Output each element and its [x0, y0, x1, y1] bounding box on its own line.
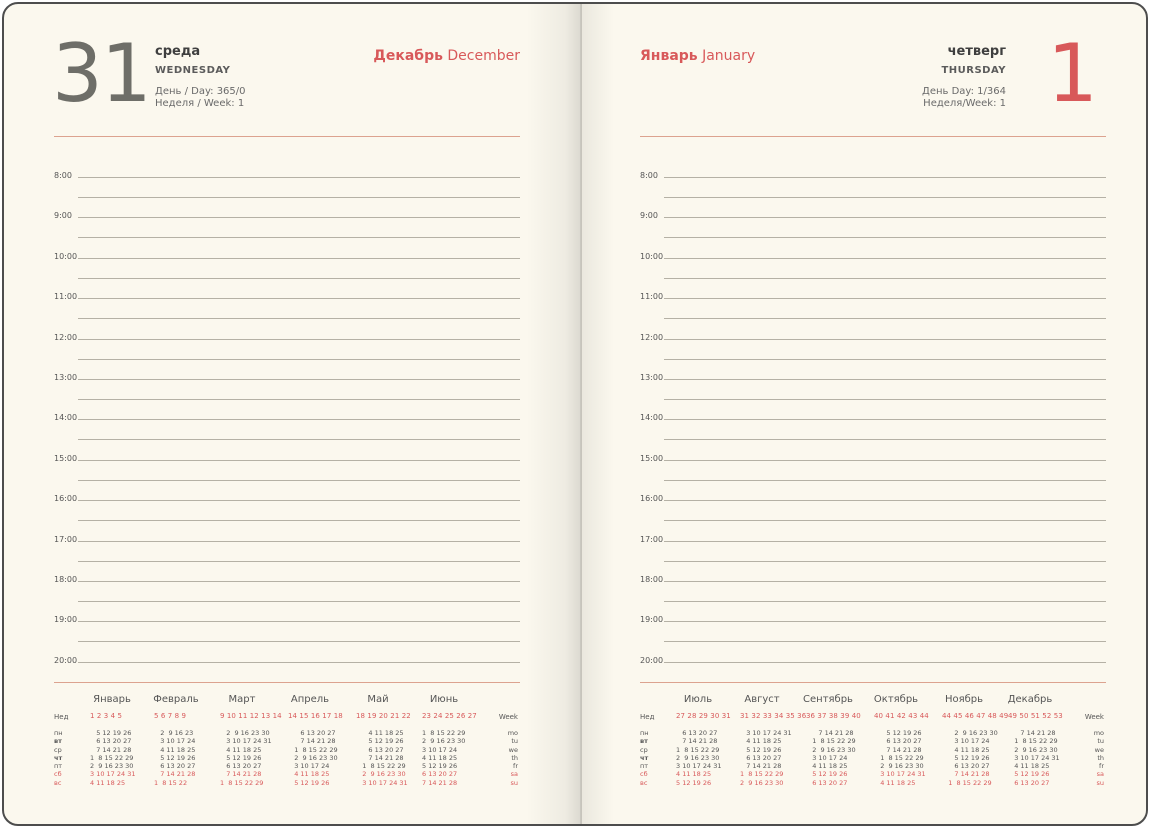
writing-line	[664, 339, 1106, 340]
day-row: 7 14 21 28	[1008, 729, 1056, 737]
date-number: 31	[52, 27, 150, 120]
hour-label: 9:00	[640, 211, 658, 221]
month-name: Октябрь	[873, 694, 919, 705]
day-row: 3 10 17 24	[942, 737, 990, 746]
hour-row[interactable]	[636, 238, 1106, 278]
day-row: 4 11 18 25	[288, 770, 330, 779]
day-row: 4 11 18 25	[740, 737, 782, 746]
weekday-abbrev: пт	[640, 762, 649, 771]
footer-rule	[640, 682, 1106, 683]
writing-line	[78, 419, 520, 420]
writing-line	[664, 581, 1106, 582]
weekday-abbrev: th	[511, 753, 518, 762]
month-ru: Январь	[640, 48, 698, 64]
day-row: 3 10 17 24 31	[220, 737, 272, 746]
weekday-abbrev: th	[1097, 753, 1104, 762]
month-name: Декабрь	[1007, 694, 1053, 705]
day-row: 4 11 18 25	[422, 753, 458, 762]
day-row: 1 8 15 22 29	[356, 762, 406, 771]
month-title	[640, 48, 755, 64]
writing-line	[78, 460, 520, 461]
month-name: Июнь	[429, 694, 459, 705]
week-numbers: 40 41 42 43 44	[874, 712, 929, 720]
hour-row[interactable]	[50, 521, 520, 561]
hour-label: 11:00	[54, 292, 78, 302]
month-days	[740, 729, 792, 787]
month-name: Август	[744, 694, 780, 705]
right-page	[636, 4, 1106, 824]
writing-line	[78, 581, 520, 582]
hour-row[interactable]	[636, 601, 1106, 641]
week-numbers: 5 6 7 8 9	[154, 712, 187, 720]
writing-line	[664, 460, 1106, 461]
hour-label: 17:00	[640, 534, 664, 544]
book-gutter-shadow-right	[580, 4, 614, 824]
hour-label: 17:00	[54, 534, 78, 544]
day-row: 2 9 16 23 30	[1008, 745, 1058, 754]
hour-row[interactable]	[50, 601, 520, 641]
week-label-ru: Нед	[54, 713, 69, 721]
hour-row[interactable]	[50, 359, 520, 399]
weekday-abbrev: sa	[1096, 770, 1104, 779]
day-row: 5 12 19 26	[154, 753, 196, 762]
writing-line	[78, 621, 520, 622]
week-label-ru: Нед	[640, 713, 655, 721]
month-name: Январь	[93, 694, 131, 705]
week-label-en: Week	[1084, 713, 1104, 721]
hour-row[interactable]	[50, 278, 520, 318]
weekday-abbrev: сб	[640, 770, 648, 779]
month-name: Май	[367, 694, 389, 705]
hour-label: 10:00	[54, 251, 78, 261]
day-row: 4 11 18 25	[1008, 762, 1050, 771]
day-row: 1 8 15 22 29	[676, 745, 720, 754]
day-row: 2 9 16 23 30	[740, 778, 784, 787]
writing-line	[78, 662, 520, 663]
hour-label: 14:00	[54, 413, 78, 423]
day-row: 4 11 18 25	[874, 778, 916, 787]
day-row: 7 14 21 28	[740, 762, 782, 771]
day-row: 5 12 19 26	[220, 753, 262, 762]
writing-line	[664, 298, 1106, 299]
weekday-abbrev: сб	[54, 770, 62, 779]
week-numbers: 18 19 20 21 22	[356, 712, 411, 720]
writing-line	[664, 621, 1106, 622]
month-en: January	[702, 48, 756, 64]
hour-label: 11:00	[640, 292, 664, 302]
day-row: 2 9 16 23	[154, 729, 194, 737]
footer-rule	[54, 682, 520, 683]
day-row: 6 13 20 27	[740, 753, 782, 762]
day-count: День / Day: 365/0	[155, 86, 246, 97]
weekday-abbrev: пн	[640, 729, 649, 737]
day-row: 6 13 20 27	[422, 770, 458, 779]
day-row: 3 10 17 24 31	[676, 762, 722, 771]
left-page	[50, 4, 520, 824]
hour-row[interactable]	[50, 157, 520, 197]
month-name: Апрель	[290, 694, 330, 705]
day-row: 3 10 17 24 31	[740, 729, 792, 737]
hour-row[interactable]	[50, 399, 520, 439]
writing-line	[664, 258, 1106, 259]
day-row: 7 14 21 28	[90, 745, 132, 754]
weekday-abbrev: вт	[640, 737, 648, 746]
day-row: 2 9 16 23 30	[288, 753, 338, 762]
week-numbers: 36 37 38 39 40	[806, 712, 861, 720]
day-row: 5 12 19 26	[942, 753, 990, 762]
week-count: Неделя / Week: 1	[155, 98, 245, 109]
weekday-abbrev: пн	[54, 729, 63, 737]
hour-label: 20:00	[640, 655, 664, 665]
month-name: Сентябрь	[803, 694, 853, 705]
hour-row[interactable]	[636, 399, 1106, 439]
day-row: 2 9 16 23 30	[422, 737, 466, 746]
writing-line	[664, 177, 1106, 178]
hour-row[interactable]	[50, 642, 520, 682]
day-row: 2 9 16 23 30	[942, 729, 998, 737]
writing-line	[78, 500, 520, 501]
writing-line	[78, 177, 520, 178]
day-row: 3 10 17 24 31	[1008, 753, 1060, 762]
day-row: 5 12 19 26	[740, 745, 782, 754]
writing-line	[78, 298, 520, 299]
weekday-ru: среда	[155, 44, 201, 59]
hour-row[interactable]	[636, 480, 1106, 520]
hour-label: 20:00	[54, 655, 78, 665]
week-numbers: 14 15 16 17 18	[288, 712, 343, 720]
hour-label: 8:00	[54, 171, 72, 180]
planner-spread	[2, 2, 1148, 826]
year-calendar	[50, 692, 520, 802]
hour-row[interactable]	[50, 238, 520, 278]
day-row: 6 13 20 27	[220, 762, 262, 771]
hour-label: 19:00	[54, 615, 78, 625]
day-row: 1 8 15 22 29	[90, 753, 134, 762]
weekday-abbrev: ср	[54, 745, 62, 754]
weekday-abbrev: mo	[507, 729, 518, 737]
month-name: Ноябрь	[944, 694, 984, 705]
month-days	[90, 729, 135, 787]
day-row: 7 14 21 28	[676, 737, 718, 746]
weekday-abbrev: mo	[1093, 729, 1104, 737]
day-row: 7 14 21 28	[874, 745, 922, 754]
day-row: 7 14 21 28	[288, 737, 336, 746]
writing-line	[78, 339, 520, 340]
day-row: 4 11 18 25	[806, 762, 848, 771]
month-ru: Декабрь	[373, 48, 443, 64]
day-row: 6 13 20 27	[1008, 778, 1050, 787]
month-title	[373, 48, 520, 64]
writing-line	[664, 379, 1106, 380]
day-row: 4 11 18 25	[154, 745, 196, 754]
week-count: Неделя/Week: 1	[923, 98, 1006, 109]
hour-row[interactable]	[50, 197, 520, 237]
month-days	[422, 729, 465, 787]
day-row: 4 11 18 25	[356, 729, 404, 737]
hour-label: 13:00	[640, 372, 664, 382]
writing-line	[78, 258, 520, 259]
hour-label: 15:00	[640, 453, 664, 463]
day-row: 7 14 21 28	[806, 729, 854, 737]
hour-label: 9:00	[54, 211, 72, 221]
hour-row[interactable]	[636, 359, 1106, 399]
day-row: 6 13 20 27	[90, 737, 132, 746]
month-name: Март	[228, 694, 256, 705]
weekday-column-ru	[54, 729, 63, 787]
weekday-column-en	[1094, 729, 1104, 787]
day-row: 3 10 17 24	[806, 753, 848, 762]
weekday-abbrev: su	[510, 778, 518, 787]
hour-row[interactable]	[636, 440, 1106, 480]
week-numbers: 31 32 33 34 35 36	[740, 712, 807, 720]
year-calendar	[636, 692, 1106, 802]
weekday-abbrev: fr	[1099, 762, 1104, 771]
week-numbers: 9 10 11 12 13 14	[220, 712, 282, 720]
weekday-abbrev: tu	[511, 737, 518, 746]
day-row: 7 14 21 28	[356, 753, 404, 762]
hour-row[interactable]	[636, 319, 1106, 359]
weekday-abbrev: чт	[640, 753, 649, 762]
day-row: 6 13 20 27	[356, 745, 404, 754]
writing-line	[664, 662, 1106, 663]
day-row: 4 11 18 25	[676, 770, 712, 779]
writing-line	[78, 217, 520, 218]
week-numbers: 44 45 46 47 48 49	[942, 712, 1009, 720]
week-numbers: 23 24 25 26 27	[422, 712, 477, 720]
weekday-column-ru	[640, 729, 649, 787]
day-info	[155, 86, 246, 110]
day-row: 4 11 18 25	[942, 745, 990, 754]
hour-label: 12:00	[54, 332, 78, 342]
day-info	[922, 86, 1006, 110]
hour-label: 16:00	[640, 494, 664, 504]
month-days	[154, 729, 195, 787]
weekday-abbrev: пт	[54, 762, 63, 771]
day-row: 1 8 15 22 29	[422, 729, 466, 737]
hour-row[interactable]	[636, 561, 1106, 601]
weekday-abbrev: su	[1096, 778, 1104, 787]
writing-line	[78, 379, 520, 380]
day-row: 6 13 20 27	[676, 729, 718, 737]
writing-line	[664, 419, 1106, 420]
weekday-abbrev: вс	[640, 778, 648, 787]
weekday-abbrev: чт	[54, 753, 63, 762]
month-days	[806, 729, 856, 787]
day-row: 1 8 15 22 29	[740, 770, 784, 779]
date-number: 1	[1047, 27, 1098, 120]
day-row: 5 12 19 26	[422, 762, 458, 771]
hour-row[interactable]	[636, 521, 1106, 561]
day-row: 5 12 19 26	[356, 737, 404, 746]
day-row: 3 10 17 24 31	[90, 770, 136, 779]
hour-label: 10:00	[640, 251, 664, 261]
month-days	[942, 729, 998, 787]
weekday-abbrev: вт	[54, 737, 62, 746]
hour-row[interactable]	[50, 319, 520, 359]
month-days	[288, 729, 338, 787]
weekday-abbrev: sa	[510, 770, 518, 779]
hour-label: 18:00	[54, 574, 78, 584]
day-row: 5 12 19 26	[90, 729, 132, 737]
day-row: 3 10 17 24	[288, 762, 330, 771]
weekday-en: WEDNESDAY	[155, 65, 231, 76]
day-row: 3 10 17 24 31	[356, 778, 408, 787]
day-row: 1 8 15 22	[154, 778, 188, 787]
day-row: 5 12 19 26	[874, 729, 922, 737]
day-row: 3 10 17 24	[422, 745, 458, 754]
day-row: 1 8 15 22 29	[806, 737, 856, 746]
hour-row[interactable]	[636, 157, 1106, 197]
hour-label: 12:00	[640, 332, 664, 342]
hour-label: 8:00	[640, 171, 658, 180]
day-row: 4 11 18 25	[90, 778, 126, 787]
day-row: 5 12 19 26	[806, 770, 848, 779]
hour-label: 15:00	[54, 453, 78, 463]
week-numbers: 1 2 3 4 5	[90, 712, 123, 720]
header-rule	[640, 136, 1106, 137]
writing-line	[664, 217, 1106, 218]
day-row: 7 14 21 28	[942, 770, 990, 779]
writing-line	[664, 500, 1106, 501]
month-days	[356, 729, 408, 787]
weekday-abbrev: вс	[54, 778, 62, 787]
writing-line	[664, 541, 1106, 542]
day-row: 1 8 15 22 29	[1008, 737, 1058, 746]
day-row: 6 13 20 27	[874, 737, 922, 746]
day-row: 2 9 16 23 30	[90, 762, 134, 771]
day-row: 6 13 20 27	[942, 762, 990, 771]
weekday-en: THURSDAY	[941, 65, 1006, 76]
hour-schedule	[50, 157, 520, 682]
weekday-ru: четверг	[947, 44, 1006, 59]
month-en: December	[447, 48, 520, 64]
hour-row[interactable]	[636, 642, 1106, 682]
day-row: 6 13 20 27	[154, 762, 196, 771]
hour-label: 19:00	[640, 615, 664, 625]
day-row: 7 14 21 28	[154, 770, 196, 779]
day-row: 5 12 19 26	[1008, 770, 1050, 779]
writing-line	[78, 541, 520, 542]
day-row: 2 9 16 23 30	[874, 762, 924, 771]
day-row: 2 9 16 23 30	[220, 729, 270, 737]
weekday-abbrev: tu	[1097, 737, 1104, 746]
weekday-abbrev: fr	[513, 762, 518, 771]
weekday-abbrev: ср	[640, 745, 648, 754]
weekday-column-en	[508, 729, 518, 787]
week-numbers: 49 50 51 52 53	[1008, 712, 1063, 720]
hour-row[interactable]	[636, 197, 1106, 237]
month-days	[220, 729, 272, 787]
hour-label: 14:00	[640, 413, 664, 423]
day-row: 2 9 16 23 30	[676, 753, 720, 762]
book-gutter-shadow	[526, 4, 582, 824]
day-row: 5 12 19 26	[676, 778, 712, 787]
day-row: 1 8 15 22 29	[288, 745, 338, 754]
day-row: 1 8 15 22 29	[874, 753, 924, 762]
hour-label: 16:00	[54, 494, 78, 504]
day-row: 6 13 20 27	[288, 729, 336, 737]
hour-label: 18:00	[640, 574, 664, 584]
day-row: 2 9 16 23 30	[806, 745, 856, 754]
day-row: 1 8 15 22 29	[942, 778, 992, 787]
day-row: 4 11 18 25	[220, 745, 262, 754]
month-name: Июль	[683, 694, 713, 705]
day-row: 7 14 21 28	[220, 770, 262, 779]
day-row: 1 8 15 22 29	[220, 778, 264, 787]
header-rule	[54, 136, 520, 137]
day-row: 5 12 19 26	[288, 778, 330, 787]
weekday-abbrev: we	[1094, 745, 1104, 754]
month-days	[874, 729, 926, 787]
day-row: 6 13 20 27	[806, 778, 848, 787]
hour-row[interactable]	[50, 440, 520, 480]
week-numbers: 27 28 29 30 31	[676, 712, 731, 720]
weekday-abbrev: we	[508, 745, 518, 754]
day-count: День Day: 1/364	[922, 86, 1006, 97]
day-row: 2 9 16 23 30	[356, 770, 406, 779]
month-days	[676, 729, 721, 787]
hour-row[interactable]	[50, 561, 520, 601]
day-row: 3 10 17 24 31	[874, 770, 926, 779]
hour-row[interactable]	[50, 480, 520, 520]
hour-row[interactable]	[636, 278, 1106, 318]
week-label-en: Week	[498, 713, 518, 721]
hour-schedule	[636, 157, 1106, 682]
day-row: 3 10 17 24	[154, 737, 196, 746]
month-name: Февраль	[153, 694, 199, 705]
hour-label: 13:00	[54, 372, 78, 382]
day-row: 7 14 21 28	[422, 778, 458, 787]
month-days	[1008, 729, 1060, 787]
